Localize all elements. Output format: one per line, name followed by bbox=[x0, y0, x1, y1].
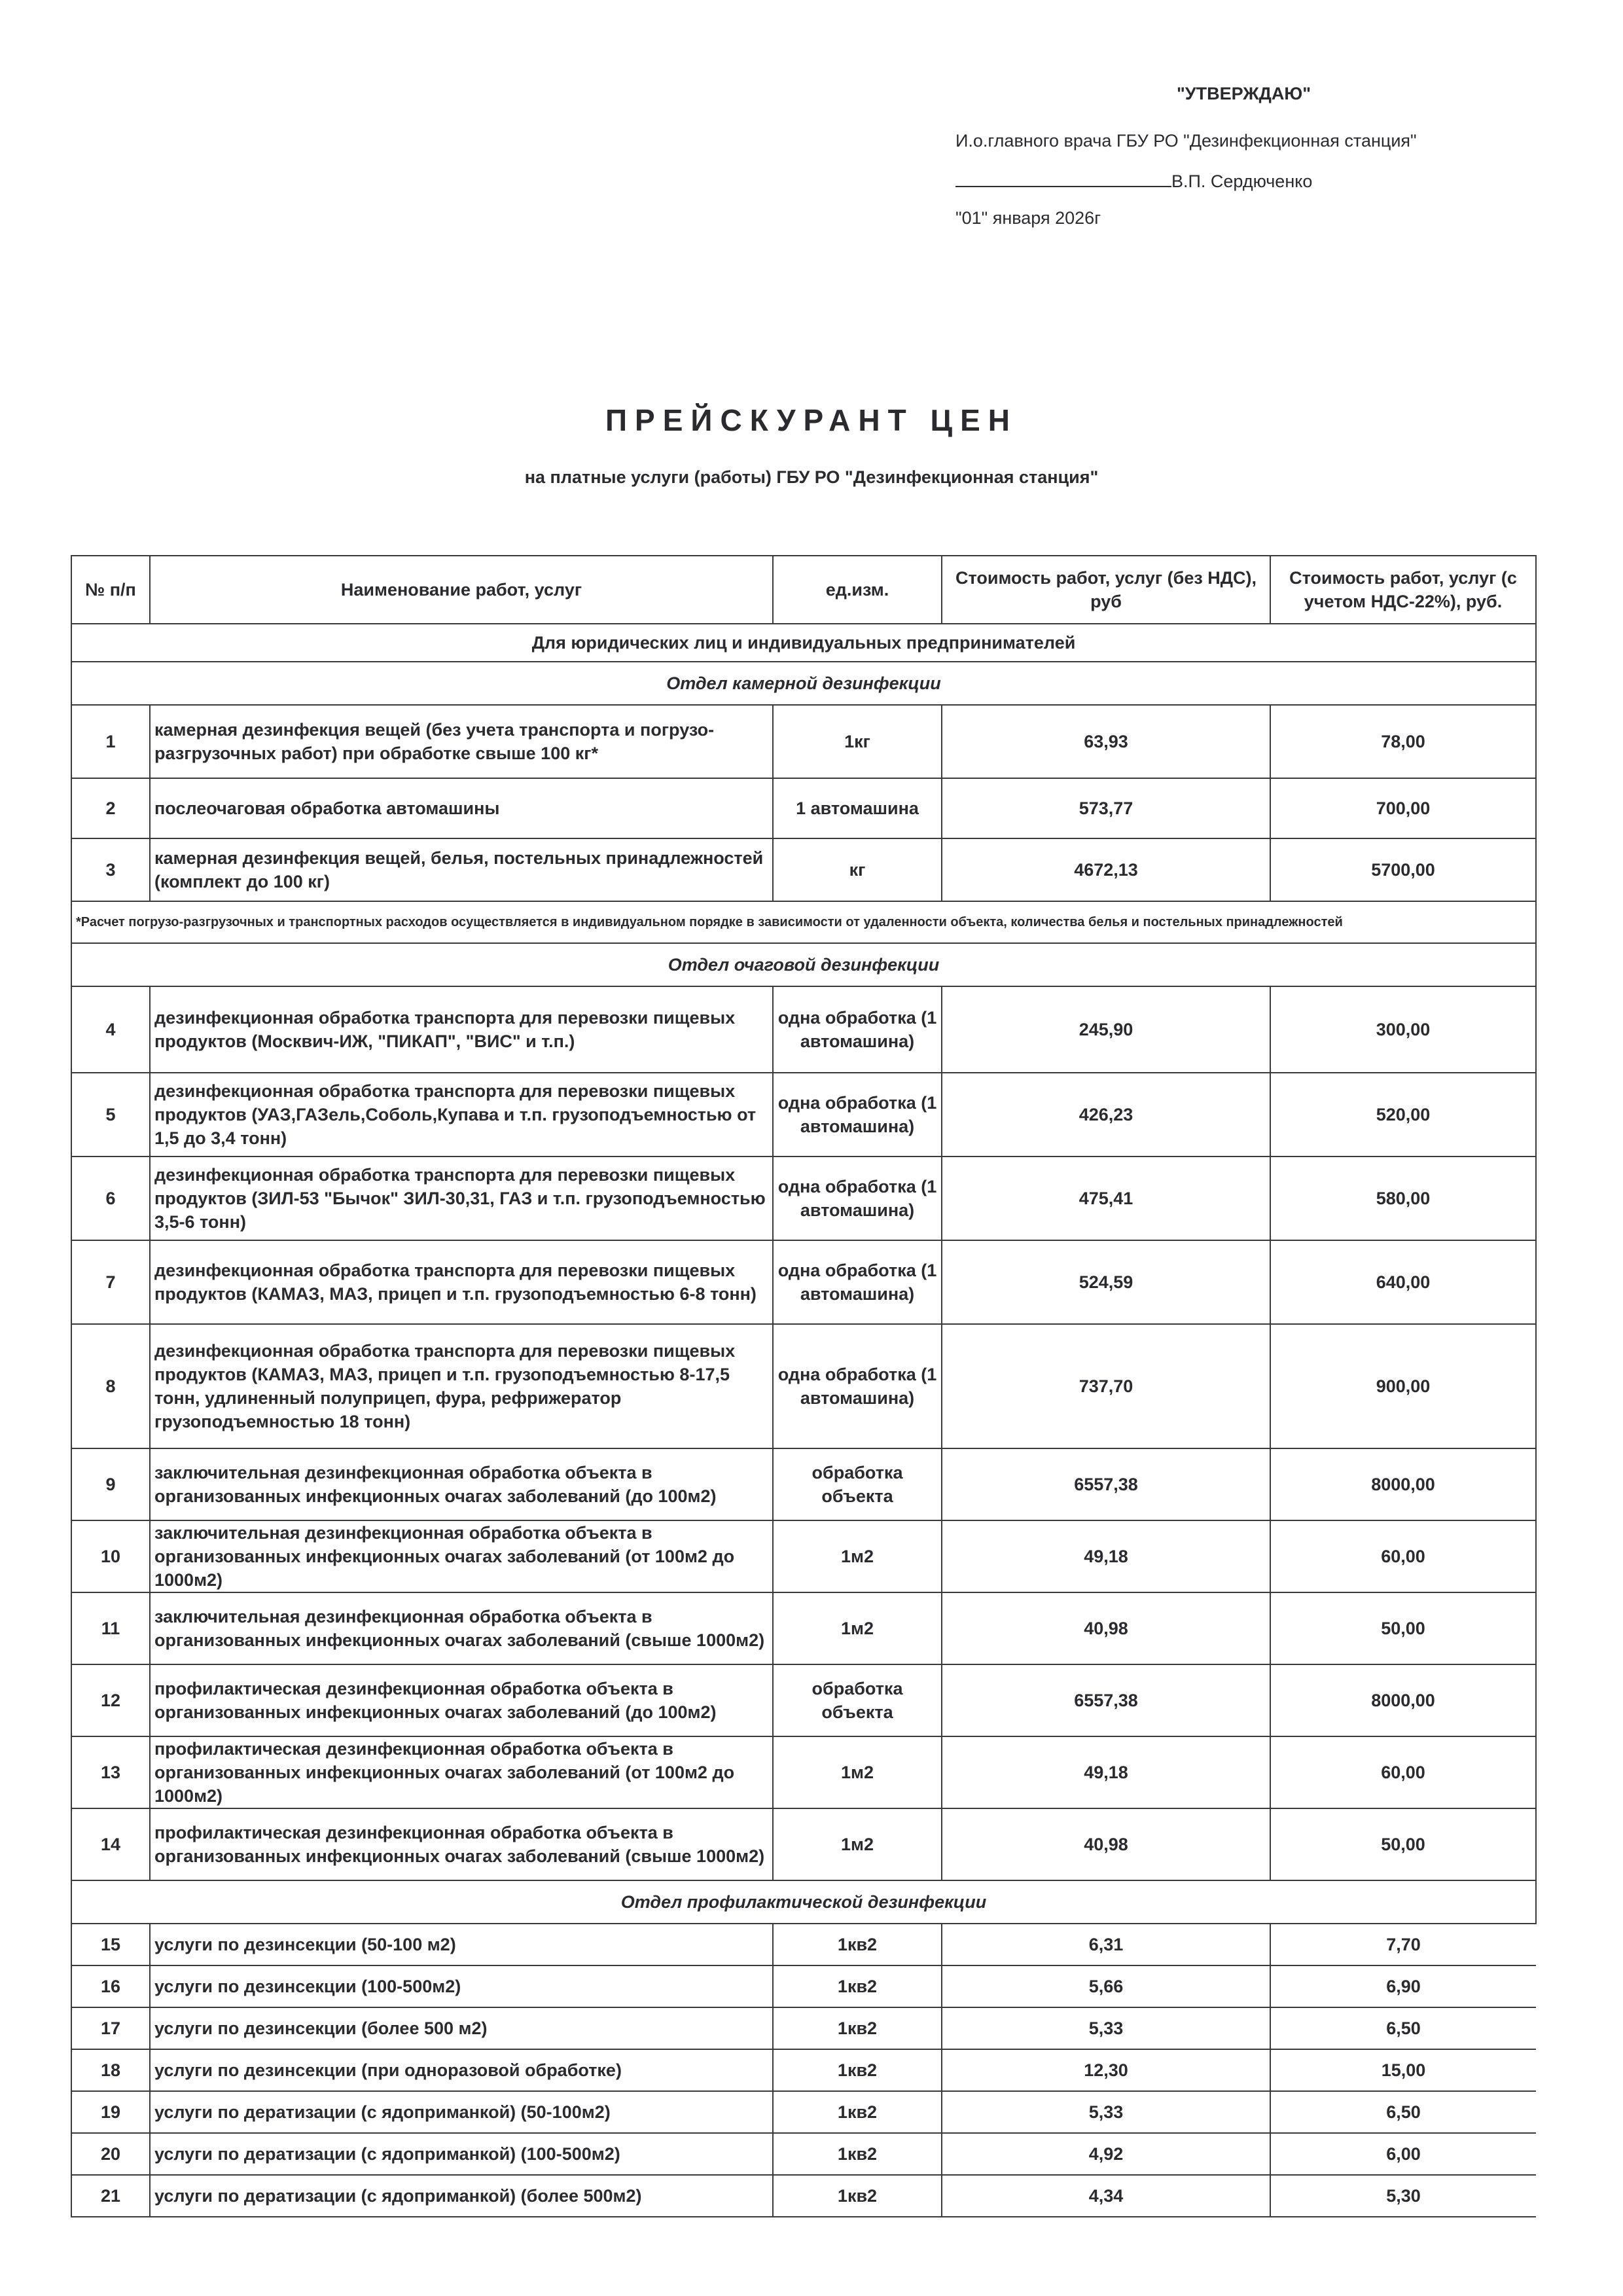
row-number: 2 bbox=[71, 778, 150, 838]
price-without-vat: 40,98 bbox=[942, 1592, 1270, 1664]
price-without-vat: 524,59 bbox=[942, 1240, 1270, 1324]
service-name: услуги по дератизации (с ядоприманкой) (более 500м2) bbox=[150, 2175, 773, 2217]
table-row bbox=[71, 2175, 1536, 2217]
price-without-vat: 6557,38 bbox=[942, 1664, 1270, 1736]
unit-of-measure: 1м2 bbox=[773, 1592, 942, 1664]
group-label: Для юридических лиц и индивидуальных предпринимателей bbox=[71, 624, 1536, 662]
row-number: 20 bbox=[71, 2133, 150, 2175]
price-without-vat: 4672,13 bbox=[942, 838, 1270, 901]
unit-of-measure: 1кв2 bbox=[773, 1924, 942, 1965]
price-with-vat: 900,00 bbox=[1270, 1324, 1536, 1448]
price-with-vat: 640,00 bbox=[1270, 1240, 1536, 1324]
table-row bbox=[71, 1592, 1536, 1664]
price-without-vat: 40,98 bbox=[942, 1808, 1270, 1880]
price-with-vat: 6,50 bbox=[1270, 2007, 1536, 2049]
price-with-vat: 78,00 bbox=[1270, 705, 1536, 778]
unit-of-measure: 1кв2 bbox=[773, 2049, 942, 2091]
price-with-vat: 15,00 bbox=[1270, 2049, 1536, 2091]
unit-of-measure: 1кв2 bbox=[773, 2007, 942, 2049]
unit-of-measure: одна обработка (1 автомашина) bbox=[773, 1157, 942, 1240]
price-without-vat: 49,18 bbox=[942, 1520, 1270, 1592]
table-row bbox=[71, 705, 1536, 778]
group-row bbox=[71, 624, 1536, 662]
row-number: 7 bbox=[71, 1240, 150, 1324]
table-row bbox=[71, 838, 1536, 901]
unit-of-measure: 1кв2 bbox=[773, 2175, 942, 2217]
service-name: дезинфекционная обработка транспорта для перевозки пищевых продуктов (УАЗ,ГАЗель,Соболь,Купава и т.п. грузоподъемностью от 1,5 до 3,4 тонн) bbox=[150, 1073, 773, 1157]
price-with-vat: 520,00 bbox=[1270, 1073, 1536, 1157]
row-number: 8 bbox=[71, 1324, 150, 1448]
row-number: 21 bbox=[71, 2175, 150, 2217]
department-row bbox=[71, 1880, 1536, 1924]
service-name: услуги по дезинсекции (100-500м2) bbox=[150, 1965, 773, 2007]
unit-of-measure: одна обработка (1 автомашина) bbox=[773, 1240, 942, 1324]
table-row bbox=[71, 2133, 1536, 2175]
header-name: Наименование работ, услуг bbox=[150, 556, 773, 624]
approval-stamp: "УТВЕРЖДАЮ" bbox=[1177, 84, 1311, 103]
footnote-text: *Расчет погрузо-разгрузочных и транспортных расходов осуществляется в индивидуальном порядке в зависимости от удаленности объекта, количества белья и постельных принадлежностей bbox=[71, 901, 1536, 943]
table-header-row bbox=[71, 556, 1536, 624]
row-number: 6 bbox=[71, 1157, 150, 1240]
row-number: 1 bbox=[71, 705, 150, 778]
unit-of-measure: 1кв2 bbox=[773, 2091, 942, 2133]
row-number: 14 bbox=[71, 1808, 150, 1880]
price-without-vat: 5,33 bbox=[942, 2091, 1270, 2133]
row-number: 19 bbox=[71, 2091, 150, 2133]
footnote-row bbox=[71, 901, 1536, 943]
approval-date: "01" января 2026г bbox=[955, 208, 1101, 228]
row-number: 9 bbox=[71, 1448, 150, 1520]
table-row bbox=[71, 1324, 1536, 1448]
service-name: услуги по дезинсекции (более 500 м2) bbox=[150, 2007, 773, 2049]
price-with-vat: 5,30 bbox=[1270, 2175, 1536, 2217]
table-row bbox=[71, 1240, 1536, 1324]
service-name: заключительная дезинфекционная обработка объекта в организованных инфекционных очагах заболеваний (свыше 1000м2) bbox=[150, 1592, 773, 1664]
service-name: дезинфекционная обработка транспорта для перевозки пищевых продуктов (Москвич-ИЖ, "ПИКАП", "ВИС" и т.п.) bbox=[150, 986, 773, 1073]
department-title: Отдел камерной дезинфекции bbox=[71, 662, 1536, 705]
row-number: 4 bbox=[71, 986, 150, 1073]
row-number: 12 bbox=[71, 1664, 150, 1736]
signature-blank bbox=[955, 171, 1171, 187]
unit-of-measure: 1кв2 bbox=[773, 1965, 942, 2007]
price-with-vat: 50,00 bbox=[1270, 1808, 1536, 1880]
price-without-vat: 4,34 bbox=[942, 2175, 1270, 2217]
price-with-vat: 60,00 bbox=[1270, 1736, 1536, 1808]
header-num: № п/п bbox=[71, 556, 150, 624]
header-price-vat: Стоимость работ, услуг (с учетом НДС-22%), руб. bbox=[1270, 556, 1536, 624]
unit-of-measure: обработка объекта bbox=[773, 1448, 942, 1520]
service-name: заключительная дезинфекционная обработка объекта в организованных инфекционных очагах заболеваний (от 100м2 до 1000м2) bbox=[150, 1520, 773, 1592]
department-row bbox=[71, 943, 1536, 986]
row-number: 5 bbox=[71, 1073, 150, 1157]
document-subtitle: на платные услуги (работы) ГБУ РО "Дезинфекционная станция" bbox=[524, 467, 1099, 487]
service-name: услуги по дератизации (с ядоприманкой) (100-500м2) bbox=[150, 2133, 773, 2175]
document-title: ПРЕЙСКУРАНТ ЦЕН bbox=[605, 403, 1018, 437]
price-without-vat: 475,41 bbox=[942, 1157, 1270, 1240]
price-with-vat: 6,50 bbox=[1270, 2091, 1536, 2133]
service-name: послеочаговая обработка автомашины bbox=[150, 778, 773, 838]
service-name: услуги по дератизации (с ядоприманкой) (50-100м2) bbox=[150, 2091, 773, 2133]
price-with-vat: 6,00 bbox=[1270, 2133, 1536, 2175]
price-with-vat: 8000,00 bbox=[1270, 1448, 1536, 1520]
price-without-vat: 49,18 bbox=[942, 1736, 1270, 1808]
price-with-vat: 300,00 bbox=[1270, 986, 1536, 1073]
unit-of-measure: 1м2 bbox=[773, 1808, 942, 1880]
row-number: 13 bbox=[71, 1736, 150, 1808]
price-with-vat: 580,00 bbox=[1270, 1157, 1536, 1240]
unit-of-measure: 1кг bbox=[773, 705, 942, 778]
table-row bbox=[71, 1736, 1536, 1808]
header-unit: ед.изм. bbox=[773, 556, 942, 624]
row-number: 11 bbox=[71, 1592, 150, 1664]
table-row bbox=[71, 1664, 1536, 1736]
unit-of-measure: одна обработка (1 автомашина) bbox=[773, 1324, 942, 1448]
service-name: дезинфекционная обработка транспорта для перевозки пищевых продуктов (ЗИЛ-53 "Бычок" ЗИЛ-30,31, ГАЗ и т.п. грузоподъемностью 3,5-6 тонн) bbox=[150, 1157, 773, 1240]
table-row bbox=[71, 2049, 1536, 2091]
row-number: 3 bbox=[71, 838, 150, 901]
row-number: 15 bbox=[71, 1924, 150, 1965]
price-without-vat: 5,66 bbox=[942, 1965, 1270, 2007]
service-name: профилактическая дезинфекционная обработка объекта в организованных инфекционных очагах заболеваний (до 100м2) bbox=[150, 1664, 773, 1736]
price-with-vat: 700,00 bbox=[1270, 778, 1536, 838]
price-without-vat: 4,92 bbox=[942, 2133, 1270, 2175]
table-row bbox=[71, 1073, 1536, 1157]
row-number: 17 bbox=[71, 2007, 150, 2049]
service-name: камерная дезинфекция вещей, белья, постельных принадлежностей (комплект до 100 кг) bbox=[150, 838, 773, 901]
service-name: дезинфекционная обработка транспорта для перевозки пищевых продуктов (КАМАЗ, МАЗ, прицеп и т.п. грузоподъемностью 6-8 тонн) bbox=[150, 1240, 773, 1324]
price-without-vat: 737,70 bbox=[942, 1324, 1270, 1448]
price-with-vat: 6,90 bbox=[1270, 1965, 1536, 2007]
service-name: профилактическая дезинфекционная обработка объекта в организованных инфекционных очагах заболеваний (свыше 1000м2) bbox=[150, 1808, 773, 1880]
unit-of-measure: обработка объекта bbox=[773, 1664, 942, 1736]
price-with-vat: 8000,00 bbox=[1270, 1664, 1536, 1736]
price-with-vat: 60,00 bbox=[1270, 1520, 1536, 1592]
service-name: дезинфекционная обработка транспорта для перевозки пищевых продуктов (КАМАЗ, МАЗ, прицеп и т.п. грузоподъемностью 8-17,5 тонн, удлиненный полуприцеп, фура, рефрижератор грузоподъемностью 18 тонн) bbox=[150, 1324, 773, 1448]
signature-line bbox=[955, 171, 1312, 192]
unit-of-measure: 1м2 bbox=[773, 1520, 942, 1592]
price-without-vat: 6557,38 bbox=[942, 1448, 1270, 1520]
service-name: заключительная дезинфекционная обработка объекта в организованных инфекционных очагах заболеваний (до 100м2) bbox=[150, 1448, 773, 1520]
table-row bbox=[71, 1157, 1536, 1240]
price-without-vat: 6,31 bbox=[942, 1924, 1270, 1965]
price-without-vat: 5,33 bbox=[942, 2007, 1270, 2049]
unit-of-measure: 1м2 bbox=[773, 1736, 942, 1808]
department-title: Отдел очаговой дезинфекции bbox=[71, 943, 1536, 986]
header-price-no-vat: Стоимость работ, услуг (без НДС), руб bbox=[942, 556, 1270, 624]
price-without-vat: 63,93 bbox=[942, 705, 1270, 778]
unit-of-measure: одна обработка (1 автомашина) bbox=[773, 986, 942, 1073]
service-name: камерная дезинфекция вещей (без учета транспорта и погрузо-разгрузочных работ) при обработке свыше 100 кг* bbox=[150, 705, 773, 778]
price-with-vat: 50,00 bbox=[1270, 1592, 1536, 1664]
price-without-vat: 12,30 bbox=[942, 2049, 1270, 2091]
table-body bbox=[71, 624, 1536, 2217]
table-row bbox=[71, 1965, 1536, 2007]
table-row bbox=[71, 2091, 1536, 2133]
unit-of-measure: 1кв2 bbox=[773, 2133, 942, 2175]
table-row bbox=[71, 1448, 1536, 1520]
signatory-name: В.П. Сердюченко bbox=[1171, 171, 1313, 191]
service-name: услуги по дезинсекции (при одноразовой обработке) bbox=[150, 2049, 773, 2091]
table-row bbox=[71, 2007, 1536, 2049]
approver-position: И.о.главного врача ГБУ РО "Дезинфекционная станция" bbox=[955, 131, 1417, 151]
service-name: профилактическая дезинфекционная обработка объекта в организованных инфекционных очагах заболеваний (от 100м2 до 1000м2) bbox=[150, 1736, 773, 1808]
table-row bbox=[71, 1520, 1536, 1592]
price-with-vat: 7,70 bbox=[1270, 1924, 1536, 1965]
row-number: 16 bbox=[71, 1965, 150, 2007]
price-without-vat: 426,23 bbox=[942, 1073, 1270, 1157]
unit-of-measure: одна обработка (1 автомашина) bbox=[773, 1073, 942, 1157]
unit-of-measure: 1 автомашина bbox=[773, 778, 942, 838]
row-number: 10 bbox=[71, 1520, 150, 1592]
department-row bbox=[71, 662, 1536, 705]
table-row bbox=[71, 778, 1536, 838]
price-table bbox=[71, 555, 1537, 2217]
price-without-vat: 573,77 bbox=[942, 778, 1270, 838]
row-number: 18 bbox=[71, 2049, 150, 2091]
table-row bbox=[71, 1808, 1536, 1880]
table-row bbox=[71, 1924, 1536, 1965]
price-with-vat: 5700,00 bbox=[1270, 838, 1536, 901]
service-name: услуги по дезинсекции (50-100 м2) bbox=[150, 1924, 773, 1965]
department-title: Отдел профилактической дезинфекции bbox=[71, 1880, 1536, 1924]
price-without-vat: 245,90 bbox=[942, 986, 1270, 1073]
table-row bbox=[71, 986, 1536, 1073]
unit-of-measure: кг bbox=[773, 838, 942, 901]
